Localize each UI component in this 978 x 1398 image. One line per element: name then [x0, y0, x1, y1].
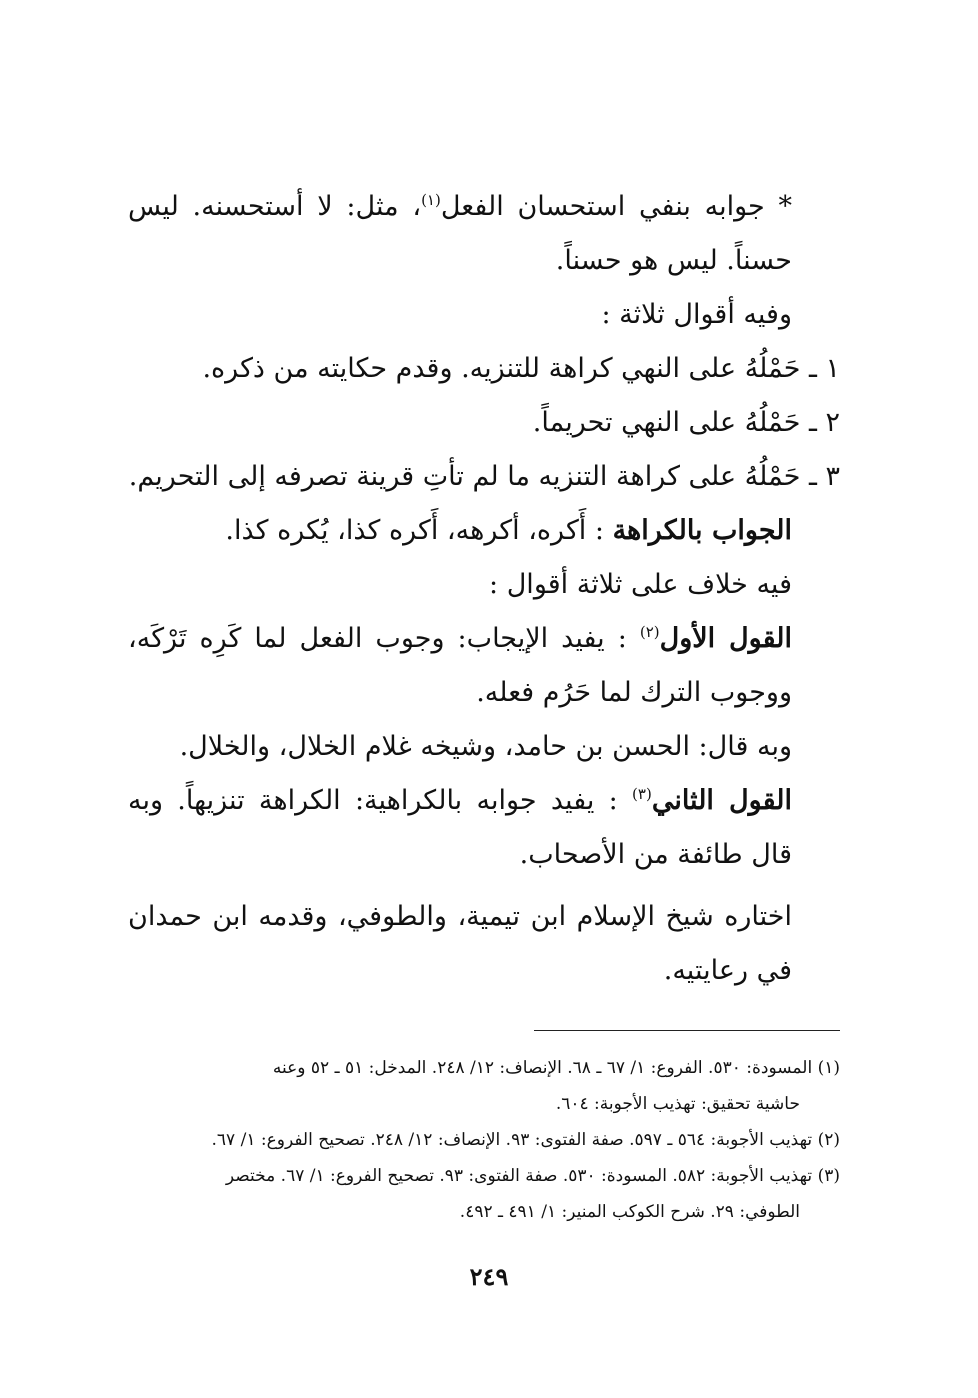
list-item-2: ٢ ـ حَمْلُهُ على النهي تحريماً. [532, 407, 840, 438]
paragraph-3: فيه خلاف على ثلاثة أقوال : [489, 569, 792, 600]
footnote-3-continuation: الطوفي: ٢٩. شرح الكوكب المنير: ١/ ٤٩١ ـ ٤٩٢. [459, 1202, 800, 1222]
footnote-1 [128, 1050, 840, 1086]
footnote-3 [128, 1158, 840, 1194]
footnotes [128, 1050, 840, 1230]
footnote-3-line1: تهذيب الأجوبة: ٥٨٢. المسودة: ٥٣٠. صفة الفتوى: ٩٣. تصحيح الفروع: ١/ ٦٧. مختصر [225, 1166, 813, 1186]
answer-heading: الجواب بالكراهة [612, 515, 792, 546]
footnote-ref-3[interactable]: (٣) [632, 785, 652, 803]
paragraph-1-start: * جوابه بنفي استحسان الفعل [440, 191, 792, 222]
footnote-ref-2[interactable]: (٢) [639, 623, 660, 641]
footnote-3-number: (٣) [817, 1166, 840, 1186]
footnote-ref-1[interactable]: (١) [421, 191, 441, 209]
main-text [128, 180, 840, 998]
paragraph-2: وفيه أقوال ثلاثة : [601, 299, 792, 330]
list-item-3: ٣ ـ حَمْلُهُ على كراهة التنزيه ما لم تأتِ قرينة تصرفه إلى التحريم. [128, 461, 840, 492]
list-item-1: ١ ـ حَمْلُهُ على النهي كراهة للتنزيه. وقدم حكايته من ذكره. [202, 353, 840, 384]
footnote-1-line1: المسودة: ٥٣٠. الفروع: ١/ ٦٧ ـ ٦٨. الإنصاف: ١٢/ ٢٤٨. المدخل: ٥١ ـ ٥٢ وعنه [272, 1058, 813, 1078]
footnote-separator [534, 1030, 840, 1031]
paragraph-1 [128, 180, 840, 288]
page-number: ٢٤٩ [469, 1262, 509, 1291]
paragraph-5: اختاره شيخ الإسلام ابن تيمية، والطوفي، وقدمه ابن حمدان في رعايتيه. [128, 901, 792, 986]
paragraph-1-end: ، مثل: لا أستحسنه. ليس حسناً. ليس هو حسناً. [128, 191, 792, 276]
footnote-2 [128, 1122, 840, 1158]
first-opinion [128, 612, 840, 720]
first-opinion-text: : يفيد الإيجاب: وجوب الفعل لما كَرِه تَرْكَه، ووجوب الترك لما حَرُم فعله. [128, 623, 792, 708]
footnote-1-number: (١) [817, 1058, 840, 1078]
answer-text: : أَكره، أكرهه، أَكره كذا، يُكره كذا. [225, 515, 613, 546]
footnote-2-line1: تهذيب الأجوبة: ٥٦٤ ـ ٥٩٧. صفة الفتوى: ٩٣. الإنصاف: ١٢/ ٢٤٨. تصحيح الفروع: ١/ ٦٧. [211, 1130, 813, 1150]
second-opinion [128, 774, 840, 882]
paragraph-4: وبه قال: الحسن بن حامد، وشيخه غلام الخلال، والخلال. [179, 731, 792, 762]
second-opinion-heading: القول الثاني [651, 785, 792, 816]
second-opinion-text: : يفيد جوابه بالكراهية: الكراهة تنزيهاً. وبه قال طائفة من الأصحاب. [128, 785, 792, 870]
answer-paragraph [128, 504, 840, 558]
first-opinion-heading: القول الأول [659, 623, 792, 654]
footnote-2-number: (٢) [817, 1130, 840, 1150]
footnote-1-continuation: حاشية تحقيق: تهذيب الأجوبة: ٦٠٤. [555, 1094, 800, 1114]
